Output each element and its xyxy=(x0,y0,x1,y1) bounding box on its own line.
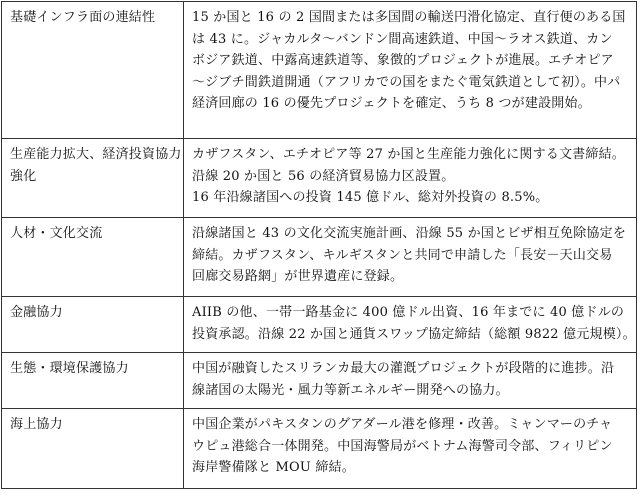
description-line: 中国企業がパキスタンのグアダール港を修理・改善。ミャンマーのチャ xyxy=(192,417,613,432)
topic-cell xyxy=(2,409,184,489)
topic-cell xyxy=(2,139,184,218)
description-line: ～ジブチ間鉄道開通（アフリカでの国をまたぐ電気鉄道として初）。中パ xyxy=(192,74,621,90)
table-row xyxy=(2,297,637,353)
topic-label: 生態・環境保護協力 xyxy=(10,361,129,376)
description-line: 線諸国の太陽光・風力等新エネルギー開発への協力。 xyxy=(192,382,509,398)
topic-label: 強化 xyxy=(10,168,37,184)
topic-cell xyxy=(2,2,184,139)
description-line: カザフスタン、エチオピア等 27 か国と生産能力強化に関する文書締結。 xyxy=(192,147,625,162)
description-line: ウピュ港総合一体開発。中国海警局がベトナム海警司令部、フィリピン xyxy=(192,438,613,454)
topic-cell xyxy=(2,297,184,353)
description-line: 経済回廊の 16 の優先プロジェクトを確定、うち 8 つが建設開始。 xyxy=(192,96,591,111)
topic-label: 基礎インフラ面の連結性 xyxy=(10,10,156,25)
table-row xyxy=(2,218,637,297)
topic-label: 生産能力拡大、経済投資協力 xyxy=(10,147,182,162)
description-cell xyxy=(184,409,637,489)
table-row xyxy=(2,2,637,139)
description-line: 沿線 20 か国と 56 の経済貿易協力区設置。 xyxy=(192,168,455,184)
description-cell xyxy=(184,353,637,409)
table-row xyxy=(2,139,637,218)
topic-label: 金融協力 xyxy=(10,305,63,320)
topic-cell xyxy=(2,218,184,297)
description-line: 回廊交易路網」が世界遺産に登録。 xyxy=(192,269,404,284)
description-cell xyxy=(184,297,637,353)
description-line: 中国が融資したスリランカ最大の灌漑プロジェクトが段階的に進捗。沿 xyxy=(192,361,615,376)
cooperation-table xyxy=(1,1,637,489)
topic-label: 海上協力 xyxy=(10,417,63,432)
table-row xyxy=(2,353,637,409)
description-line: 締結。カザフスタン、キルギスタンと共同で申請した「長安－天山交易 xyxy=(192,247,613,263)
topic-label: 人材・文化交流 xyxy=(10,226,103,241)
description-line: 沿線諸国と 43 の文化交流実施計画、沿線 55 か国とビザ相互免除協定を xyxy=(192,226,627,241)
description-line: 海岸警備隊と MOU 締結。 xyxy=(192,460,355,475)
description-line: AIIB の他、一帯一路基金に 400 億ドル出資、16 年までに 40 億ドルの xyxy=(192,305,625,320)
description-line: 16 年沿線諸国への投資 145 億ドル、総対外投資の 8.5%。 xyxy=(192,190,549,205)
description-line: 投資承認。沿線 22 か国と通貨スワップ協定締結（総額 9822 億元規模）。 xyxy=(192,326,636,342)
topic-cell xyxy=(2,353,184,409)
description-cell xyxy=(184,139,637,218)
description-line: 15 か国と 16 の 2 国間または多国間の輸送円滑化協定、直行便のある国 xyxy=(192,10,626,25)
table-row xyxy=(2,409,637,489)
description-cell xyxy=(184,2,637,139)
description-line: ボジア鉄道、中露高速鉄道等、象徴的プロジェクトが進展。エチオピア xyxy=(192,53,614,68)
description-cell xyxy=(184,218,637,297)
description-line: は 43 に。ジャカルタ～バンドン間高速鉄道、中国～ラオス鉄道、カン xyxy=(192,31,613,47)
